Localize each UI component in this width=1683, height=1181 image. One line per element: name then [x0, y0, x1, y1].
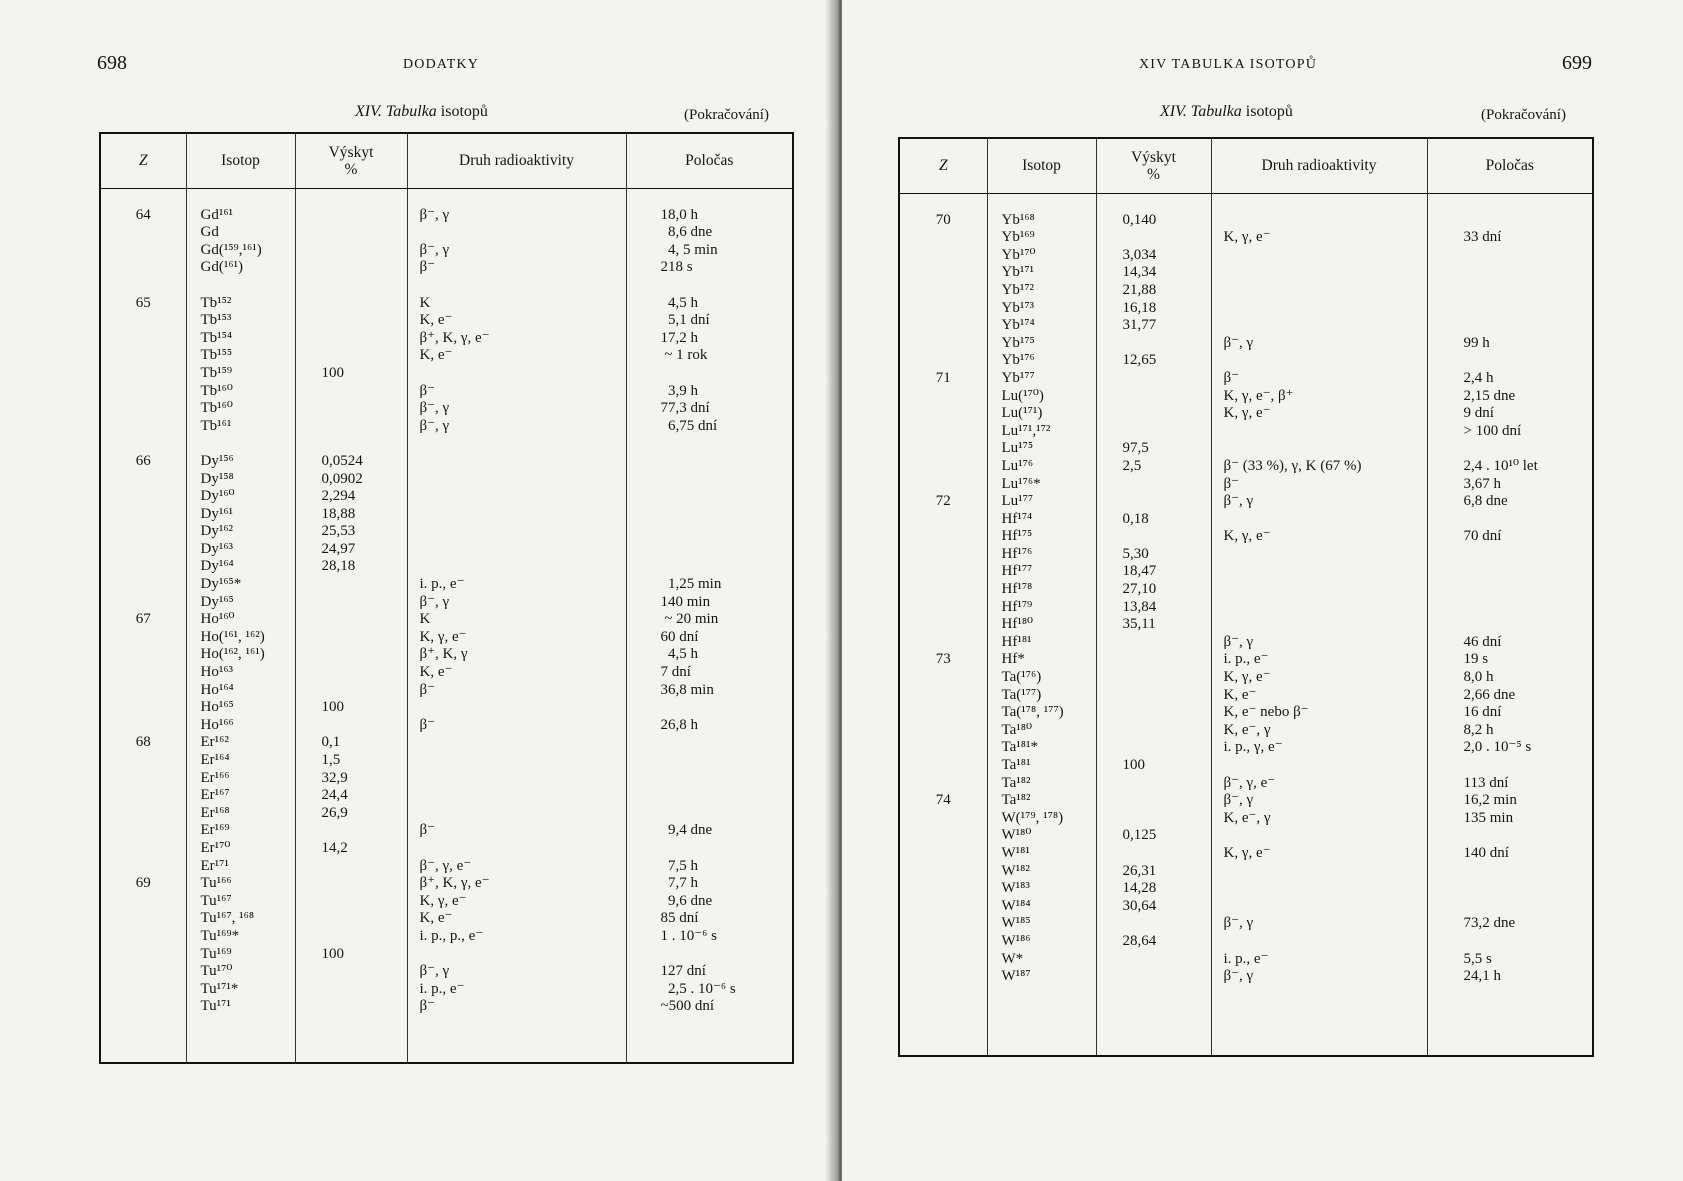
occurrence-column: 100 0,0524 0,0902 2,294 18,88 25,53 24,97 28,18 100 0,1 1,5 32,9 24,4 26,9 14,2 100	[295, 189, 407, 1064]
half-life-column: 18,0 h 8,6 dne 4, 5 min 218 s 4,5 h 5,1 dní 17,2 h ~ 1 rok 3,9 h 77,3 dní 6,75 dní 1,25 min 140 min ~ 20 min 60 dní 4,5 h 7 dní 36,8 min 26,8 h 9,4 dne 7,5 h 7,7 h 9,6 dne 85 dní 1 . 10⁻⁶ s 127 dní 2,5 . 10⁻⁶ s ~500 dní	[626, 189, 793, 1064]
caption-suffix: isotopů	[1241, 103, 1293, 120]
isotope-table	[99, 132, 794, 1064]
decay-mode-column: K, γ, e⁻ β⁻, γ β⁻ K, γ, e⁻, β⁺ K, γ, e⁻ β⁻ (33 %), γ, K (67 %) β⁻ β⁻, γ K, γ, e⁻ β⁻, γ i. p., e⁻ K, γ, e⁻ K, e⁻ K, e⁻ nebo β⁻ K, e⁻, γ i. p., γ, e⁻ β⁻, γ, e⁻ β⁻, γ K, e⁻, γ K, γ, e⁻ β⁻, γ i. p., e⁻ β⁻, γ	[1211, 194, 1427, 1057]
col-header-half-life: Poločas	[1427, 138, 1593, 194]
col-header-occurrence: Výskyt %	[295, 133, 407, 189]
occurrence-column: 0,140 3,034 14,34 21,88 16,18 31,77 12,65 97,5 2,5 0,18 5,30 18,47 27,10 13,84 35,11 100 0,125 26,31 14,28 30,64 28,64	[1096, 194, 1211, 1057]
table-body-row	[899, 194, 1593, 1057]
page-number: 698	[97, 52, 127, 74]
continued-label: (Pokračování)	[1481, 107, 1566, 123]
col-header-isotope: Isotop	[186, 133, 295, 189]
isotope-table	[898, 137, 1594, 1057]
col-header-z: Z	[899, 138, 987, 194]
continued-label: (Pokračování)	[684, 107, 769, 123]
col-header-z: Z	[100, 133, 186, 189]
table-body-row	[100, 189, 793, 1064]
col-header-isotope: Isotop	[987, 138, 1096, 194]
running-head: DODATKY	[403, 57, 480, 72]
table-header-row	[100, 133, 793, 189]
table-header-row	[899, 138, 1593, 194]
decay-mode-column: β⁻, γ β⁻, γ β⁻ K K, e⁻ β⁺, K, γ, e⁻ K, e⁻ β⁻ β⁻, γ β⁻, γ i. p., e⁻ β⁻, γ K K, γ, e⁻ β⁺, K, γ K, e⁻ β⁻ β⁻ β⁻ β⁻, γ, e⁻ β⁺, K, γ, e⁻ K, γ, e⁻ K, e⁻ i. p., p., e⁻ β⁻, γ i. p., e⁻ β⁻	[407, 189, 626, 1064]
z-column: 70 71 72 73 74	[935, 211, 951, 809]
col-header-occurrence: Výskyt %	[1096, 138, 1211, 194]
col-header-decay-mode: Druh radioaktivity	[1211, 138, 1427, 194]
right-page	[842, 0, 1683, 1181]
caption-title: XIV. Tabulka	[355, 103, 437, 120]
table-caption	[355, 103, 488, 121]
isotope-column: Gd¹⁶¹ Gd Gd(¹⁵⁹,¹⁶¹) Gd(¹⁶¹) Tb¹⁵² Tb¹⁵³ Tb¹⁵⁴ Tb¹⁵⁵ Tb¹⁵⁹ Tb¹⁶⁰ Tb¹⁶⁰ Tb¹⁶¹ Dy¹⁵⁶ Dy¹⁵⁸ Dy¹⁶⁰ Dy¹⁶¹ Dy¹⁶² Dy¹⁶³ Dy¹⁶⁴ Dy¹⁶⁵* Dy¹⁶⁵ Ho¹⁶⁰ Ho(¹⁶¹, ¹⁶²) Ho(¹⁶², ¹⁶¹) Ho¹⁶³ Ho¹⁶⁴ Ho¹⁶⁵ Ho¹⁶⁶ Er¹⁶² Er¹⁶⁴ Er¹⁶⁶ Er¹⁶⁷ Er¹⁶⁸ Er¹⁶⁹ Er¹⁷⁰ Er¹⁷¹ Tu¹⁶⁶ Tu¹⁶⁷ Tu¹⁶⁷, ¹⁶⁸ Tu¹⁶⁹* Tu¹⁶⁹ Tu¹⁷⁰ Tu¹⁷¹* Tu¹⁷¹	[186, 189, 295, 1064]
caption-title: XIV. Tabulka	[1160, 103, 1242, 120]
z-column: 64 65 66 67 68 69	[135, 206, 151, 892]
left-page	[0, 0, 838, 1181]
col-header-half-life: Poločas	[626, 133, 793, 189]
caption-suffix: isotopů	[436, 103, 488, 120]
table-caption	[1160, 103, 1293, 121]
page-number: 699	[1562, 52, 1592, 74]
half-life-column: 33 dní 99 h 2,4 h 2,15 dne 9 dní > 100 dní 2,4 . 10¹⁰ let 3,67 h 6,8 dne 70 dní 46 dní 19 s 8,0 h 2,66 dne 16 dní 8,2 h 2,0 . 10⁻⁵ s 113 dní 16,2 min 135 min 140 dní 73,2 dne 5,5 s 24,1 h	[1427, 194, 1593, 1057]
col-header-decay-mode: Druh radioaktivity	[407, 133, 626, 189]
isotope-column: Yb¹⁶⁸ Yb¹⁶⁹ Yb¹⁷⁰ Yb¹⁷¹ Yb¹⁷² Yb¹⁷³ Yb¹⁷⁴ Yb¹⁷⁵ Yb¹⁷⁶ Yb¹⁷⁷ Lu(¹⁷⁰) Lu(¹⁷¹) Lu¹⁷¹,¹⁷² Lu¹⁷⁵ Lu¹⁷⁶ Lu¹⁷⁶* Lu¹⁷⁷ Hf¹⁷⁴ Hf¹⁷⁵ Hf¹⁷⁶ Hf¹⁷⁷ Hf¹⁷⁸ Hf¹⁷⁹ Hf¹⁸⁰ Hf¹⁸¹ Hf* Ta(¹⁷⁶) Ta(¹⁷⁷) Ta(¹⁷⁸, ¹⁷⁷) Ta¹⁸⁰ Ta¹⁸¹* Ta¹⁸¹ Ta¹⁸² Ta¹⁸² W(¹⁷⁹, ¹⁷⁸) W¹⁸⁰ W¹⁸¹ W¹⁸² W¹⁸³ W¹⁸⁴ W¹⁸⁵ W¹⁸⁶ W* W¹⁸⁷	[987, 194, 1096, 1057]
running-head: XIV TABULKA ISOTOPŮ	[1139, 57, 1318, 72]
